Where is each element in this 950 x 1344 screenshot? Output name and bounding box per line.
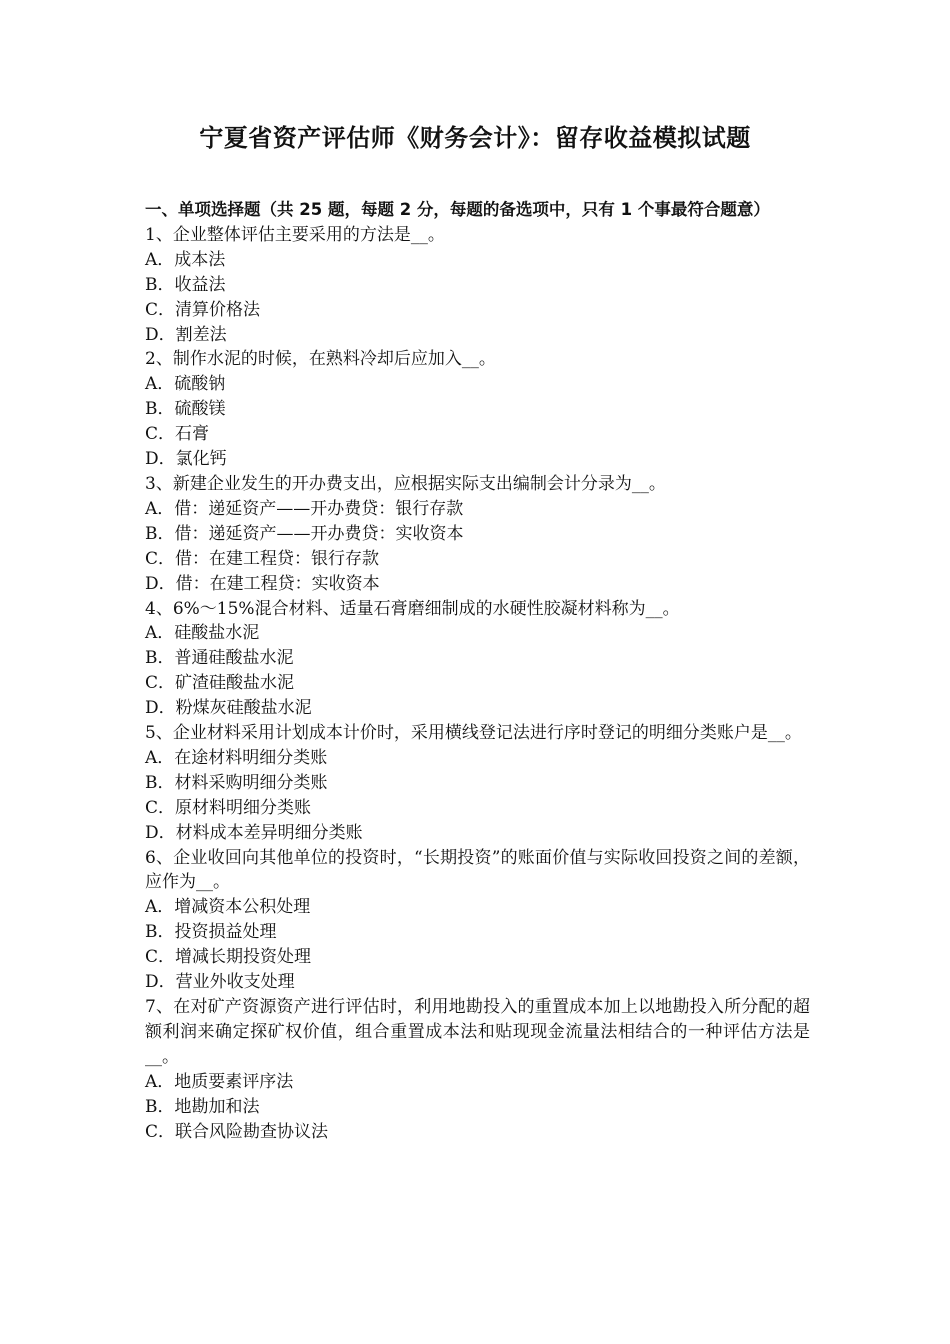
option-d: D．借：在建工程贷：实收资本: [145, 573, 380, 594]
option-a: A．增减资本公积处理: [145, 897, 311, 918]
option-b: B．投资损益处理: [145, 922, 277, 943]
question-stem: 6、企业收回向其他单位的投资时，“长期投资”的账面价值与实际收回投资之间的差额，应作为__。: [145, 847, 810, 893]
question-stem: 1、企业整体评估主要采用的方法是__。: [145, 224, 445, 245]
option-b: B．材料采购明细分类账: [145, 772, 328, 793]
option-b: B．地勘加和法: [145, 1096, 260, 1117]
section-heading: 一、单项选择题（共 25 题，每题 2 分，每题的备选项中，只有 1 个事最符合题意）: [145, 200, 770, 219]
option-a: A．地质要素评序法: [145, 1071, 294, 1092]
option-c: C．原材料明细分类账: [145, 797, 312, 818]
option-c: C．联合风险勘查协议法: [145, 1121, 329, 1142]
option-a: A．在途材料明细分类账: [145, 747, 328, 768]
option-b: B．普通硅酸盐水泥: [145, 648, 294, 669]
question-3: [145, 472, 810, 597]
question-1: [145, 223, 810, 348]
option-a: A．成本法: [145, 249, 226, 270]
option-c: C．增减长期投资处理: [145, 947, 312, 968]
question-stem: 3、新建企业发生的开办费支出，应根据实际支出编制会计分录为__。: [145, 473, 666, 494]
option-b: B．借：递延资产——开办费贷：实收资本: [145, 523, 464, 544]
question-stem: 5、企业材料采用计划成本计价时，采用横线登记法进行序时登记的明细分类账户是__。: [145, 723, 802, 744]
page-title: 宁夏省资产评估师《财务会计》：留存收益模拟试题: [199, 124, 751, 152]
option-a: A．硅酸盐水泥: [145, 623, 260, 644]
question-stem: 7、在对矿产资源资产进行评估时，利用地勘投入的重置成本加上以地勘投入所分配的超额利润来确定探矿权价值，组合重置成本法和贴现现金流量法相结合的一种评估方法是__。: [145, 997, 810, 1067]
option-b: B．收益法: [145, 274, 226, 295]
question-stem: 4、6%～15%混合材料、适量石膏磨细制成的水硬性胶凝材料称为__。: [145, 598, 680, 619]
document-body: [145, 198, 810, 1144]
option-d: D．材料成本差异明细分类账: [145, 822, 363, 843]
option-d: D．营业外收支处理: [145, 972, 295, 993]
option-d: D．粉煤灰硅酸盐水泥: [145, 698, 312, 719]
option-c: C．石膏: [145, 424, 210, 445]
option-d: D．氯化钙: [145, 449, 227, 470]
option-c: C．借：在建工程贷：银行存款: [145, 548, 380, 569]
option-d: D．割差法: [145, 324, 227, 345]
option-b: B．硫酸镁: [145, 399, 226, 420]
question-6: [145, 846, 810, 995]
option-a: A．借：递延资产——开办费贷：银行存款: [145, 498, 464, 519]
question-7: [145, 995, 810, 1144]
question-4: [145, 597, 810, 722]
option-c: C．矿渣硅酸盐水泥: [145, 673, 295, 694]
question-2: [145, 347, 810, 472]
question-5: [145, 721, 810, 846]
option-c: C．清算价格法: [145, 299, 261, 320]
question-stem: 2、制作水泥的时候，在熟料冷却后应加入__。: [145, 349, 496, 370]
option-a: A．硫酸钠: [145, 374, 226, 395]
